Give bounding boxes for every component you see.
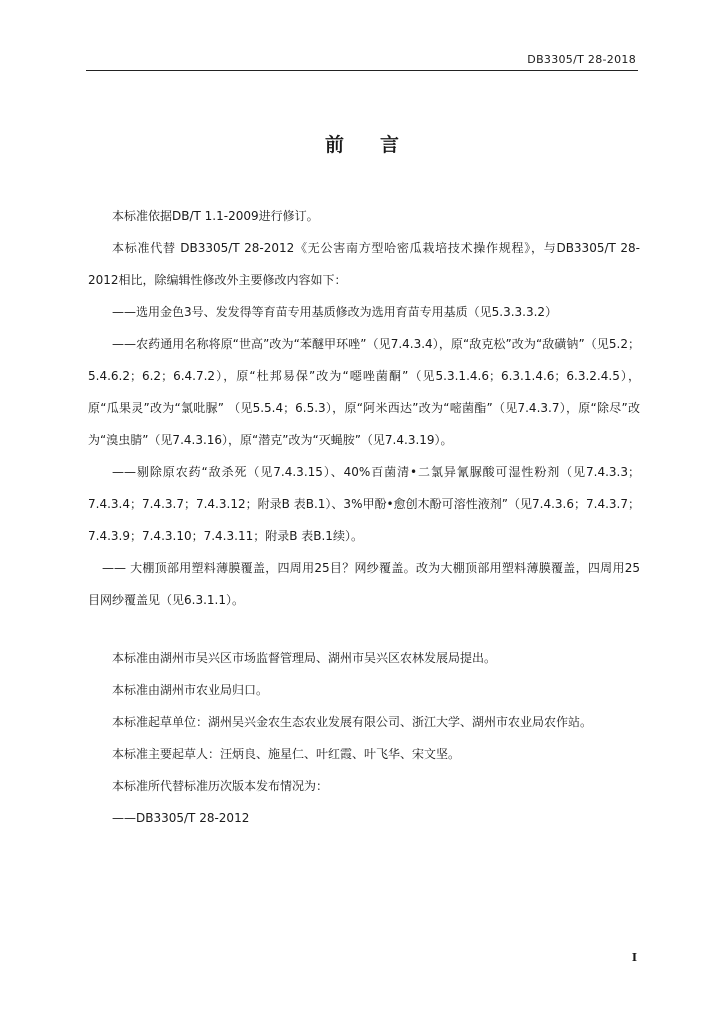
paragraph-change-substrate: ——选用金色3号、发发得等育苗专用基质修改为选用育苗专用基质（见5.3.3.3.2）	[112, 305, 558, 319]
document-body	[88, 200, 640, 834]
paragraph-basis: 本标准依据DB/T 1.1-2009进行修订。	[112, 209, 319, 223]
paragraph-drafters: 本标准主要起草人：汪炳良、施星仁、叶红霞、叶飞华、宋文坚。	[112, 747, 461, 761]
paragraph-gap	[88, 616, 640, 642]
document-code: DB3305/T 28-2018	[527, 53, 636, 66]
paragraph-history-item: ——DB3305/T 28-2012	[112, 811, 250, 825]
page-title: 前言	[324, 134, 435, 156]
paragraph-change-greenhouse: —— 大棚顶部用塑料薄膜覆盖，四周用25目？网纱覆盖。改为大棚顶部用塑料薄膜覆盖，四周用25目网纱覆盖见（见6.3.1.1）。	[88, 561, 640, 607]
paragraph-drafting-units: 本标准起草单位：湖州吴兴金农生态农业发展有限公司、浙江大学、湖州市农业局农作站。	[112, 715, 593, 729]
page-number: I	[631, 951, 637, 964]
paragraph-history-intro: 本标准所代替标准历次版本发布情况为：	[112, 779, 329, 793]
paragraph-proposer: 本标准由湖州市吴兴区市场监督管理局、湖州市吴兴区农林发展局提出。	[112, 651, 497, 665]
paragraph-change-removed-pesticides: ——剔除原农药“敌杀死（见7.4.3.15）、40%百菌清•二氯异氰脲酸可湿性粉剂（见7.4.3.3；7.4.3.4；7.4.3.7；7.4.3.12；附录B 表B.1）、3%甲酚•愈创木酚可溶性液剂”（见7.4.3.6；7.4.3.7；7.4.3.9；7.4.3.10；7.4.3.11；附录B 表B.1续）。	[88, 465, 640, 543]
paragraph-replacement: 本标准代替 DB3305/T 28-2012《无公害南方型哈密瓜栽培技术操作规程》，与DB3305/T 28-2012相比，除编辑性修改外主要修改内容如下：	[88, 241, 640, 287]
paragraph-change-pesticide-names: ——农药通用名称将原“世高”改为“苯醚甲环唑”（见7.4.3.4），原“敌克松”改为“敌磺钠”（见5.2；5.4.6.2；6.2；6.4.7.2），原“杜邦易保”改为“噁唑菌酮”（见5.3.1.4.6；6.3.1.4.6；6.3.2.4.5），原“瓜果灵”改为“氯吡脲” （见5.5.4；6.5.3），原“阿米西达”改为“嘧菌酯”（见7.4.3.7），原“除尽”改为“溴虫腈”（见7.4.3.16），原“潜克”改为“灭蝇胺”（见7.4.3.19）。	[88, 337, 640, 447]
paragraph-administrator: 本标准由湖州市农业局归口。	[112, 683, 269, 697]
header-rule	[86, 70, 638, 71]
